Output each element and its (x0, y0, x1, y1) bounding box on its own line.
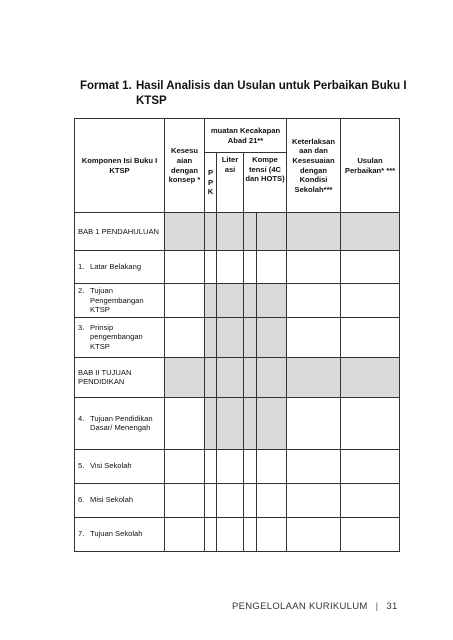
cell (217, 357, 244, 397)
row-label-bab2: BAB II TUJUAN PENDIDIKAN (75, 357, 165, 397)
table-row (75, 317, 400, 357)
cell (165, 483, 205, 517)
cell (217, 213, 244, 251)
cell (244, 317, 257, 357)
cell (217, 251, 244, 284)
header-komponen: Komponen Isi Buku I KTSP (75, 119, 165, 213)
analysis-table (74, 118, 400, 552)
header-muatan: muatan Kecakapan Abad 21** (205, 119, 287, 153)
table-row (75, 397, 400, 449)
cell (341, 251, 400, 284)
cell (257, 449, 287, 483)
cell (287, 449, 341, 483)
ppk-letter: K (207, 187, 214, 197)
item-number: 4. (78, 413, 85, 423)
item-number: 1. (78, 262, 85, 272)
cell (165, 251, 205, 284)
cell (341, 517, 400, 551)
item-text: Tujuan Pengembangan KTSP (90, 286, 144, 315)
cell (287, 357, 341, 397)
table-row (75, 284, 400, 318)
cell (165, 284, 205, 318)
page-footer (232, 601, 398, 612)
cell (205, 251, 217, 284)
item-number: 2. (78, 286, 85, 295)
item-text: Misi Sekolah (90, 495, 134, 505)
item-text: Tujuan Sekolah (90, 529, 143, 539)
cell (244, 483, 257, 517)
cell (205, 449, 217, 483)
ppk-letter: P (207, 168, 214, 178)
cell (217, 284, 244, 318)
cell (341, 483, 400, 517)
cell (165, 357, 205, 397)
cell (257, 397, 287, 449)
cell (205, 483, 217, 517)
cell (244, 357, 257, 397)
cell (217, 483, 244, 517)
row-label-bab1: BAB 1 PENDAHULUAN (75, 213, 165, 251)
cell (287, 483, 341, 517)
item-text: Visi Sekolah (90, 461, 132, 471)
header-row-1 (75, 119, 400, 153)
footer-section-title: PENGELOLAAN KURIKULUM (232, 601, 368, 612)
cell (205, 213, 217, 251)
table-row (75, 357, 400, 397)
cell (287, 397, 341, 449)
footer-separator: | (375, 601, 379, 612)
header-kesesuaian: Kesesu aian dengan konsep * (165, 119, 205, 213)
cell (217, 397, 244, 449)
header-usulan: Usulan Perbaikan* *** (341, 119, 400, 213)
page-number: 31 (386, 601, 398, 612)
header-keterlaksanaan: Keterlaksan aan dan Kesesuaian dengan Kondisi Sekolah*** (287, 119, 341, 213)
cell (244, 284, 257, 318)
cell (205, 517, 217, 551)
cell (257, 483, 287, 517)
cell (287, 213, 341, 251)
item-text: Latar Belakang (90, 262, 142, 272)
row-label-prinsip (75, 317, 165, 357)
cell (244, 251, 257, 284)
item-number: 6. (78, 495, 85, 505)
row-label-latar (75, 251, 165, 284)
item-text: Tujuan Pendidikan Dasar/ Menengah (90, 413, 153, 433)
cell (165, 213, 205, 251)
cell (287, 251, 341, 284)
title-line-2: KTSP (136, 95, 167, 107)
item-text: Prinsip pengembangan KTSP (90, 322, 143, 352)
row-label-tujuan-pendidikan (75, 397, 165, 449)
cell (217, 449, 244, 483)
cell (205, 397, 217, 449)
row-label-visi (75, 449, 165, 483)
row-label-tujuan-pengembangan (75, 284, 165, 318)
cell (244, 397, 257, 449)
cell (341, 284, 400, 318)
page-title (80, 79, 410, 109)
cell (341, 397, 400, 449)
format-number: Format 1. (80, 80, 132, 92)
header-ppk (205, 153, 217, 213)
cell (257, 357, 287, 397)
cell (165, 517, 205, 551)
cell (287, 517, 341, 551)
cell (257, 317, 287, 357)
cell (165, 449, 205, 483)
cell (257, 251, 287, 284)
cell (341, 317, 400, 357)
cell (341, 213, 400, 251)
header-kompetensi: Kompe tensi (4C dan HOTS) (244, 153, 287, 213)
title-line-1: Hasil Analisis dan Usulan untuk Perbaikan Buku I (136, 80, 407, 92)
cell (165, 397, 205, 449)
cell (341, 449, 400, 483)
cell (205, 357, 217, 397)
table-row (75, 251, 400, 284)
row-label-tujuan-sekolah (75, 517, 165, 551)
cell (287, 317, 341, 357)
cell (287, 284, 341, 318)
cell (205, 284, 217, 318)
table-row (75, 517, 400, 551)
cell (341, 357, 400, 397)
row-label-misi (75, 483, 165, 517)
table-row (75, 483, 400, 517)
table-row (75, 213, 400, 251)
cell (205, 317, 217, 357)
cell (257, 517, 287, 551)
table-row (75, 449, 400, 483)
cell (244, 213, 257, 251)
ppk-letter: P (207, 177, 214, 187)
cell (257, 284, 287, 318)
item-number: 7. (78, 529, 85, 539)
item-number: 3. (78, 322, 85, 332)
cell (217, 517, 244, 551)
header-literasi: Liter asi (217, 153, 244, 213)
cell (217, 317, 244, 357)
cell (165, 317, 205, 357)
cell (257, 213, 287, 251)
cell (244, 449, 257, 483)
item-number: 5. (78, 461, 85, 471)
cell (244, 517, 257, 551)
